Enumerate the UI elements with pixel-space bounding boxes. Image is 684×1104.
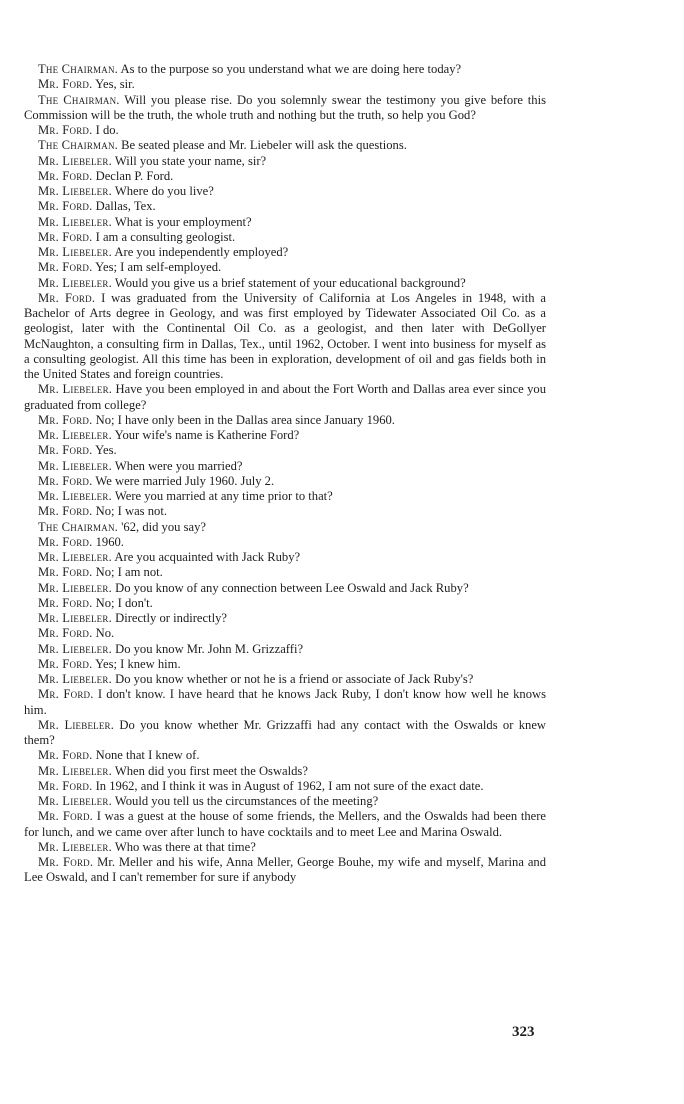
speaker-label: Mr. Ford. <box>38 595 93 610</box>
transcript-paragraph <box>24 428 546 443</box>
transcript-paragraph <box>24 687 546 718</box>
transcript-paragraph <box>24 672 546 687</box>
speech-text: Where do you live? <box>114 184 214 198</box>
transcript-paragraph <box>24 581 546 596</box>
speaker-label: Mr. Ford. <box>38 565 93 580</box>
transcript-paragraph <box>24 291 546 383</box>
speaker-label: Mr. Liebeler. <box>38 184 112 198</box>
speech-text: Are you independently employed? <box>114 245 289 259</box>
speech-text: 1960. <box>95 534 124 549</box>
speech-text: Yes; I knew him. <box>95 656 181 671</box>
speaker-label: Mr. Liebeler. <box>38 458 112 473</box>
speech-text: Do you know of any connection between Lee Oswald and Jack Ruby? <box>115 580 469 595</box>
transcript-paragraph <box>24 184 546 199</box>
speech-text: No; I was not. <box>95 504 167 519</box>
transcript-paragraph <box>24 489 546 504</box>
speaker-label: Mr. Ford. <box>38 778 93 793</box>
speech-text: Do you know whether Mr. Grizzaffi had any contact with the Oswalds or knew them? <box>24 717 547 747</box>
speaker-label: Mr. Ford. <box>38 123 93 137</box>
transcript-paragraph <box>24 443 546 458</box>
speaker-label: Mr. Ford. <box>38 199 93 214</box>
transcript-paragraph <box>24 642 546 657</box>
transcript-paragraph <box>24 718 546 749</box>
page-number: 323 <box>512 1024 535 1040</box>
speaker-label: Mr. Liebeler. <box>38 428 112 442</box>
speaker-label: Mr. Ford. <box>38 809 94 824</box>
speech-text: Are you acquainted with Jack Ruby? <box>114 550 301 564</box>
speech-text: Mr. Meller and his wife, Anna Meller, George Bouhe, my wife and myself, Marina and Lee Oswald, and I can't remember for sure if anybody <box>24 855 547 885</box>
speaker-label: Mr. Ford. <box>38 656 93 671</box>
speech-text: When did you first meet the Oswalds? <box>114 763 308 778</box>
transcript-paragraph <box>24 764 546 779</box>
speech-text: Yes. <box>95 443 117 458</box>
speaker-label: Mr. Liebeler. <box>38 641 112 656</box>
speech-text: Be seated please and Mr. Liebeler will ask the questions. <box>121 138 407 153</box>
speaker-label: The Chairman. <box>38 138 118 153</box>
transcript-paragraph <box>24 230 546 245</box>
speech-text: I don't know. I have heard that he knows Jack Ruby, I don't know how well he knows him. <box>24 687 547 717</box>
speech-text: Will you please rise. Do you solemnly swear the testimony you give before this Commission will be the truth, the whole truth and nothing but the truth, so help you God? <box>24 92 546 122</box>
speaker-label: Mr. Ford. <box>38 855 94 869</box>
speech-text: No; I don't. <box>95 595 153 610</box>
speech-text: No; I am not. <box>95 565 163 580</box>
transcript-paragraph <box>24 154 546 169</box>
speech-text: Were you married at any time prior to that? <box>114 489 333 503</box>
speaker-label: Mr. Liebeler. <box>38 382 113 397</box>
transcript-paragraph <box>24 215 546 230</box>
speaker-label: The Chairman. <box>38 62 118 76</box>
transcript-paragraph <box>24 260 546 275</box>
speaker-label: Mr. Liebeler. <box>38 580 112 595</box>
transcript-paragraph <box>24 382 546 413</box>
transcript-paragraph <box>24 855 546 886</box>
transcript-paragraph <box>24 413 546 428</box>
speaker-label: Mr. Ford. <box>38 504 93 519</box>
transcript-paragraph <box>24 657 546 672</box>
speaker-label: Mr. Ford. <box>38 77 93 92</box>
speaker-label: The Chairman. <box>38 519 118 534</box>
transcript-paragraph <box>24 520 546 535</box>
speaker-label: Mr. Ford. <box>38 229 93 244</box>
speech-text: '62, did you say? <box>121 519 206 534</box>
transcript-paragraph <box>24 596 546 611</box>
transcript-paragraph <box>24 611 546 626</box>
speech-text: Would you tell us the circumstances of the meeting? <box>114 794 379 808</box>
transcript-paragraph <box>24 565 546 580</box>
transcript-paragraph <box>24 459 546 474</box>
transcript-paragraph <box>24 535 546 550</box>
speaker-label: Mr. Ford. <box>38 626 93 641</box>
transcript-paragraph <box>24 474 546 489</box>
speech-text: In 1962, and I think it was in August of 1962, I am not sure of the exact date. <box>95 778 484 793</box>
speaker-label: Mr. Liebeler. <box>38 794 112 808</box>
speaker-label: Mr. Ford. <box>38 412 93 427</box>
speaker-label: Mr. Ford. <box>38 290 96 305</box>
transcript-paragraph <box>24 504 546 519</box>
speaker-label: Mr. Liebeler. <box>38 839 112 854</box>
speech-text: Who was there at that time? <box>114 839 256 854</box>
transcript-paragraph <box>24 276 546 291</box>
speech-text: Have you been employed in and about the Fort Worth and Dallas area ever since you graduated from college? <box>24 382 546 412</box>
transcript-paragraph <box>24 169 546 184</box>
transcript-paragraph <box>24 62 546 77</box>
speaker-label: Mr. Liebeler. <box>38 245 112 259</box>
speech-text: Yes; I am self-employed. <box>95 260 222 275</box>
transcript-paragraph <box>24 626 546 641</box>
speech-text: Would you give us a brief statement of your educational background? <box>114 275 466 290</box>
transcript-paragraph <box>24 245 546 260</box>
transcript-paragraph <box>24 123 546 138</box>
transcript-paragraph <box>24 138 546 153</box>
speaker-label: Mr. Ford. <box>38 534 93 549</box>
speech-text: What is your employment? <box>114 214 252 229</box>
speaker-label: Mr. Ford. <box>38 748 93 763</box>
speech-text: Declan P. Ford. <box>95 168 174 183</box>
speaker-label: Mr. Liebeler. <box>38 672 112 686</box>
speech-text: Do you know whether or not he is a friend or associate of Jack Ruby's? <box>115 672 474 686</box>
speech-text: No; I have only been in the Dallas area since January 1960. <box>95 412 395 427</box>
transcript-paragraph <box>24 794 546 809</box>
speech-text: Dallas, Tex. <box>95 199 156 214</box>
speaker-label: Mr. Ford. <box>38 168 93 183</box>
transcript-paragraph <box>24 550 546 565</box>
speech-text: I do. <box>95 123 119 137</box>
speaker-label: Mr. Ford. <box>38 473 93 488</box>
speech-text: I was a guest at the house of some friends, the Mellers, and the Oswalds had been there for lunch, and we came over after lunch to have cocktails and to meet Lee and Marina Oswald. <box>24 809 546 839</box>
transcript-page <box>24 62 546 886</box>
transcript-paragraph <box>24 779 546 794</box>
speech-text: No. <box>95 626 115 641</box>
speaker-label: Mr. Liebeler. <box>38 153 112 168</box>
speaker-label: Mr. Ford. <box>38 687 94 702</box>
transcript-paragraph <box>24 77 546 92</box>
transcript-paragraph <box>24 809 546 840</box>
speaker-label: The Chairman. <box>38 92 120 107</box>
speaker-label: Mr. Liebeler. <box>38 214 112 229</box>
speaker-label: Mr. Liebeler. <box>38 717 115 732</box>
speaker-label: Mr. Liebeler. <box>38 611 112 625</box>
speech-text: Will you state your name, sir? <box>114 153 267 168</box>
speech-text: We were married July 1960. July 2. <box>95 473 275 488</box>
speech-text: Directly or indirectly? <box>115 611 227 625</box>
speech-text: Yes, sir. <box>95 77 135 92</box>
speaker-label: Mr. Liebeler. <box>38 763 112 778</box>
transcript-paragraph <box>24 93 546 124</box>
speech-text: When were you married? <box>114 458 243 473</box>
transcript-paragraph <box>24 748 546 763</box>
speech-text: I was graduated from the University of California at Los Angeles in 1948, with a Bachelor of Arts degree in Geology, and was first employed by Tidewater Associated Oil Co. as a geologist, later with the Continental Oil Co. as a geologist, and then later with DeGollyer McNaughton, a consulting firm in Dallas, Tex., until 1962, October. I went into business for myself as a consulting geologist. All this time has been in exploration, development of oil and gas fields both in the United States and foreign countries. <box>24 290 546 381</box>
speech-text: Do you know Mr. John M. Grizzaffi? <box>115 641 304 656</box>
transcript-paragraph <box>24 199 546 214</box>
speech-text: I am a consulting geologist. <box>95 229 236 244</box>
speaker-label: Mr. Liebeler. <box>38 275 112 290</box>
speaker-label: Mr. Ford. <box>38 260 93 275</box>
speaker-label: Mr. Liebeler. <box>38 550 112 564</box>
speaker-label: Mr. Ford. <box>38 443 93 458</box>
transcript-paragraph <box>24 840 546 855</box>
speech-text: Your wife's name is Katherine Ford? <box>114 428 300 442</box>
speaker-label: Mr. Liebeler. <box>38 489 112 503</box>
speech-text: None that I knew of. <box>95 748 200 763</box>
speech-text: As to the purpose so you understand what we are doing here today? <box>120 62 462 76</box>
